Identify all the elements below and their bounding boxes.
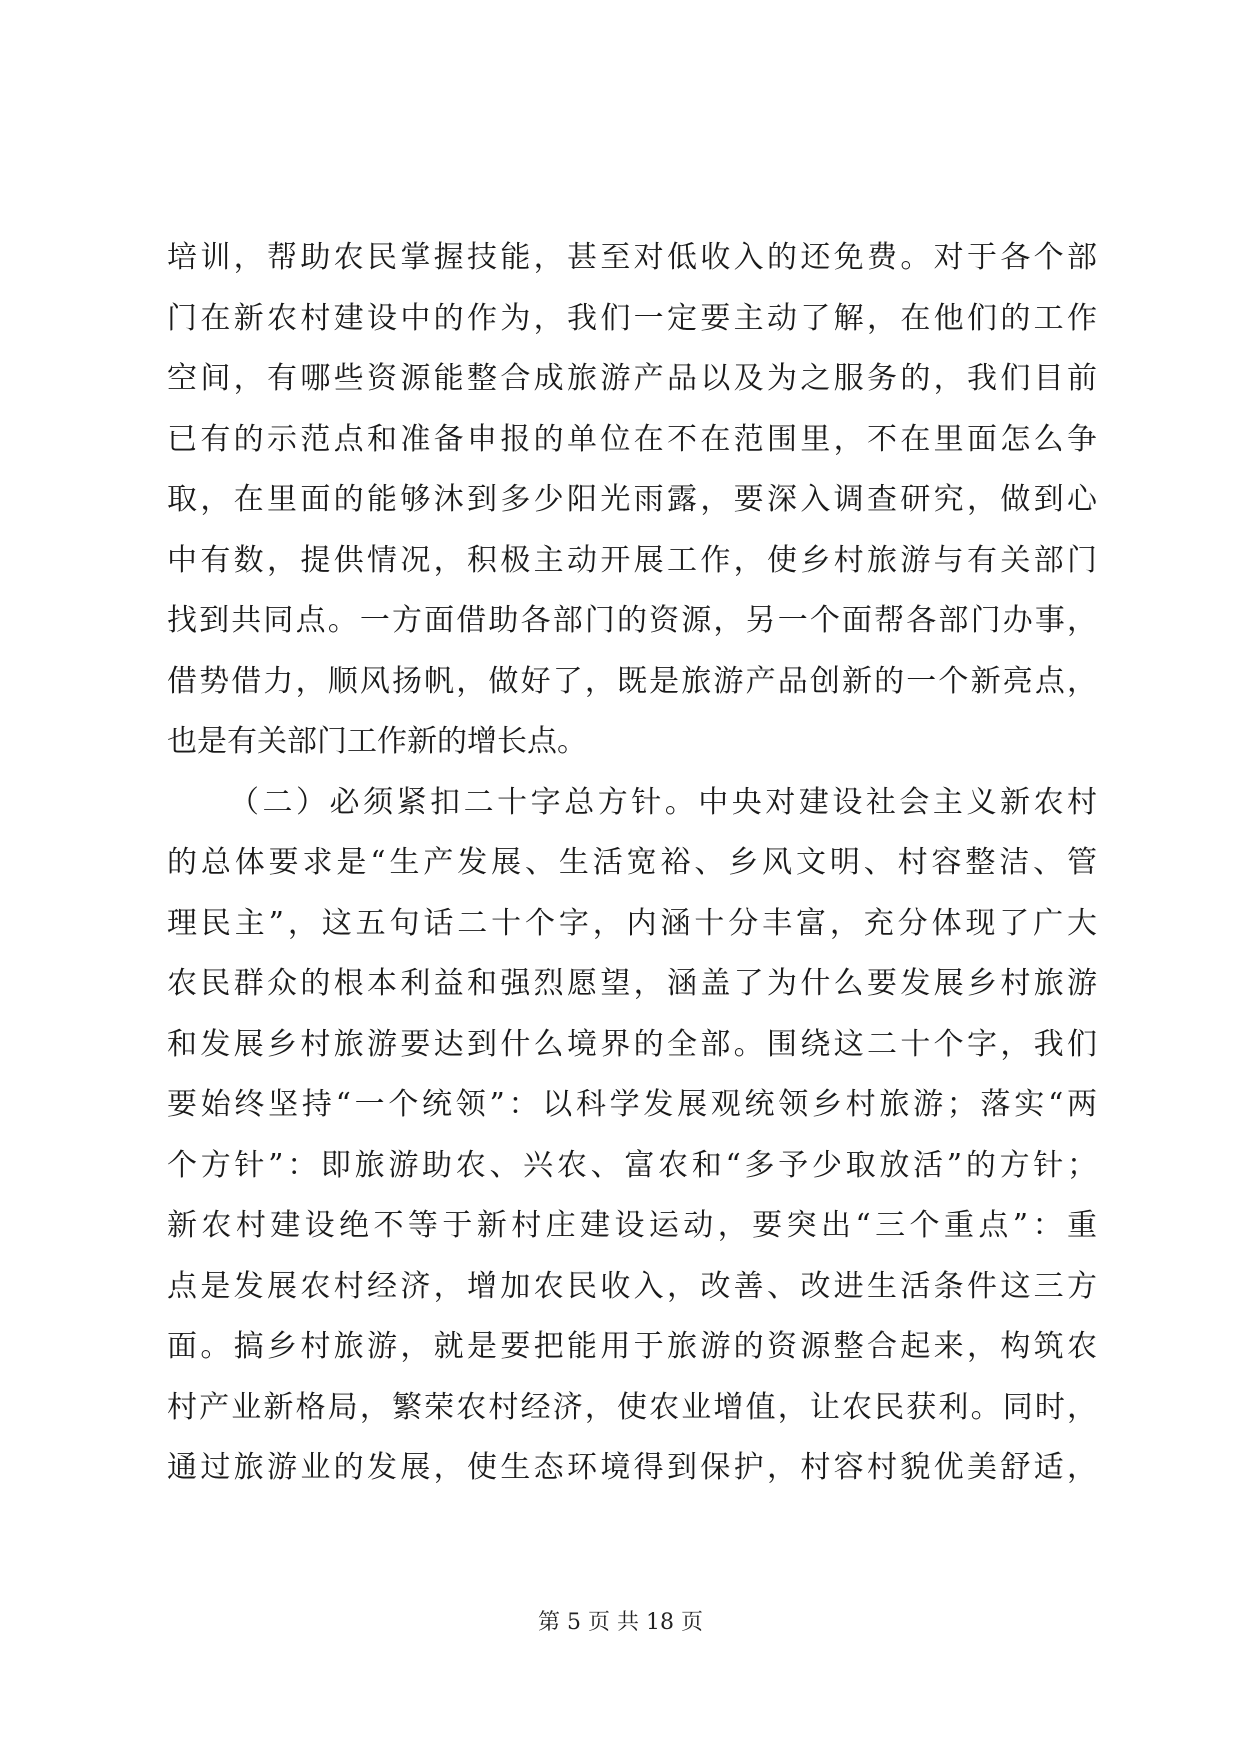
text-line: 面。搞乡村旅游，就是要把能用于旅游的资源整合起来，构筑农 <box>167 1329 1097 1364</box>
text-line: 新农村建设绝不等于新村庄建设运动，要突出“三个重点”：重 <box>167 1208 1097 1243</box>
text-line: 点是发展农村经济，增加农民收入，改善、改进生活条件这三方 <box>167 1268 1097 1304</box>
page-footer: 第 5 页 共 18 页 <box>538 1610 703 1635</box>
text-line: 借势借力，顺风扬帆，做好了，既是旅游产品创新的一个新亮点， <box>167 663 1097 699</box>
paragraph-heading-line: （二）必须紧扣二十字总方针。中央对建设社会主义新农村 <box>229 784 1097 820</box>
text-line: 门在新农村建设中的作为，我们一定要主动了解，在他们的工作 <box>167 300 1097 336</box>
text-line: 也是有关部门工作新的增长点。 <box>167 724 587 759</box>
text-line: 中有数，提供情况，积极主动开展工作，使乡村旅游与有关部门 <box>167 542 1097 578</box>
text-line: 和发展乡村旅游要达到什么境界的全部。围绕这二十个字，我们 <box>167 1026 1097 1062</box>
document-body <box>167 228 1097 1499</box>
text-line: 找到共同点。一方面借助各部门的资源，另一个面帮各部门办事， <box>167 603 1097 638</box>
text-line: 已有的示范点和准备申报的单位在不在范围里，不在里面怎么争 <box>167 421 1097 457</box>
text-line: 要始终坚持“一个统领”：以科学发展观统领乡村旅游；落实“两 <box>167 1087 1097 1122</box>
text-line: 培训，帮助农民掌握技能，甚至对低收入的还免费。对于各个部 <box>167 240 1097 275</box>
text-line: 村产业新格局，繁荣农村经济，使农业增值，让农民获利。同时， <box>167 1389 1097 1425</box>
text-line: 通过旅游业的发展，使生态环境得到保护，村容村貌优美舒适， <box>167 1450 1097 1485</box>
text-line: 空间，有哪些资源能整合成旅游产品以及为之服务的，我们目前 <box>167 361 1097 396</box>
text-line: 取，在里面的能够沐到多少阳光雨露，要深入调查研究，做到心 <box>167 482 1097 517</box>
text-line: 农民群众的根本利益和强烈愿望，涵盖了为什么要发展乡村旅游 <box>167 966 1097 1001</box>
text-line: 个方针”：即旅游助农、兴农、富农和“多予少取放活”的方针； <box>167 1147 1097 1183</box>
text-line: 理民主”，这五句话二十个字，内涵十分丰富，充分体现了广大 <box>167 905 1097 941</box>
text-line: 的总体要求是“生产发展、生活宽裕、乡风文明、村容整洁、管 <box>167 845 1097 880</box>
